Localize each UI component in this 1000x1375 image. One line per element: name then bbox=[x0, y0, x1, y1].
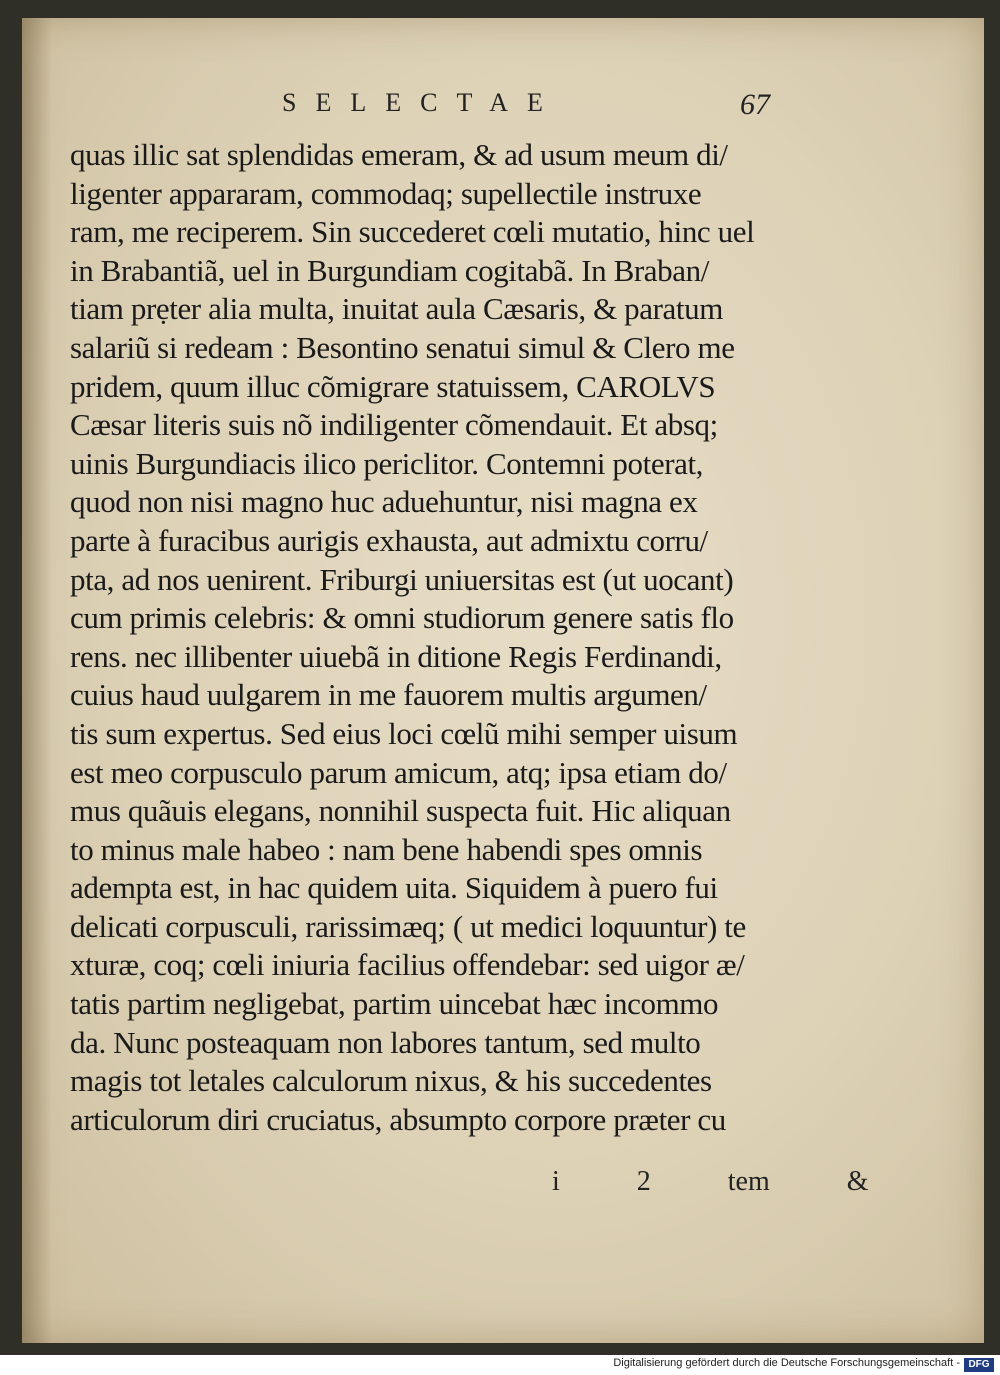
text-line: tatis partim negligebat, partim uincebat hæc incommo bbox=[70, 986, 719, 1022]
digitization-footer bbox=[0, 1355, 1000, 1375]
text-line: xturæ, coq; cœli iniuria facilius offendebar: sed uigor æ/ bbox=[70, 947, 745, 983]
signature-mark: i 2 bbox=[552, 1166, 651, 1197]
text-line: ligenter appararam, commodaq; supellectile instruxe bbox=[70, 175, 702, 211]
text-line: mus quãuis elegans, nonnihil suspecta fuit. Hic aliquan bbox=[70, 793, 731, 829]
running-head: SELECTAE bbox=[282, 88, 562, 117]
digitization-credit: Digitalisierung gefördert durch die Deutsche Forschungsgemeinschaft - bbox=[613, 1357, 960, 1369]
text-line: in Brabantiã, uel in Burgundiam cogitabã. In Braban/ bbox=[70, 252, 709, 288]
text-line: uinis Burgundiacis ilico periclitor. Contemni poterat, bbox=[70, 445, 704, 481]
text-line: pridem, quum illuc cõmigrare statuissem, CAROLVS bbox=[70, 368, 716, 404]
text-line: Cæsar literis suis nõ indiligenter cõmendauit. Et absq; bbox=[70, 407, 718, 443]
body-text bbox=[70, 136, 810, 1139]
text-line: salariũ si redeam : Besontino senatui simul & Clero me bbox=[70, 329, 735, 365]
text-line: to minus male habeo : nam bene habendi spes omnis bbox=[70, 831, 703, 867]
book-page bbox=[22, 18, 984, 1343]
page-number: 67 bbox=[740, 88, 770, 121]
text-line: cuius haud uulgarem in me fauorem multis argumen/ bbox=[70, 677, 707, 713]
text-line: tiam prẹter alia multa, inuitat aula Cæsaris, & paratum bbox=[70, 291, 723, 327]
page-gutter-shadow bbox=[22, 18, 52, 1343]
text-line: delicati corpusculi, rarissimæq; ( ut medici loquuntur) te bbox=[70, 908, 746, 944]
text-line: quas illic sat splendidas emeram, & ad usum meum di/ bbox=[70, 137, 728, 172]
page-header bbox=[22, 88, 984, 128]
text-line: quod non nisi magno huc aduehuntur, nisi magna ex bbox=[70, 484, 698, 520]
dfg-logo-icon: DFG bbox=[964, 1358, 994, 1372]
text-line: cum primis celebris: & omni studiorum genere satis flo bbox=[70, 600, 734, 636]
text-line: da. Nunc posteaquam non labores tantum, sed multo bbox=[70, 1024, 701, 1060]
text-line: magis tot letales calculorum nixus, & his succedentes bbox=[70, 1063, 712, 1099]
text-line: parte à furacibus aurigis exhausta, aut admixtu corru/ bbox=[70, 522, 708, 558]
text-line: pta, ad nos uenirent. Friburgi uniuersitas est (ut uocant) bbox=[70, 561, 734, 597]
catchline bbox=[552, 1166, 869, 1198]
text-line: tis sum expertus. Sed eius loci cœlũ mihi semper uisum bbox=[70, 715, 738, 751]
catchword: tem & bbox=[727, 1166, 869, 1197]
text-line: adempta est, in hac quidem uita. Siquidem à puero fui bbox=[70, 870, 718, 906]
text-line: rens. nec illibenter uiuebã in ditione Regis Ferdinandi, bbox=[70, 638, 722, 674]
text-line: articulorum diri cruciatus, absumpto corpore præter cu bbox=[70, 1101, 726, 1137]
text-line: ram, me reciperem. Sin succederet cœli mutatio, hinc uel bbox=[70, 214, 755, 250]
text-line: est meo corpusculo parum amicum, atq; ipsa etiam do/ bbox=[70, 754, 727, 790]
